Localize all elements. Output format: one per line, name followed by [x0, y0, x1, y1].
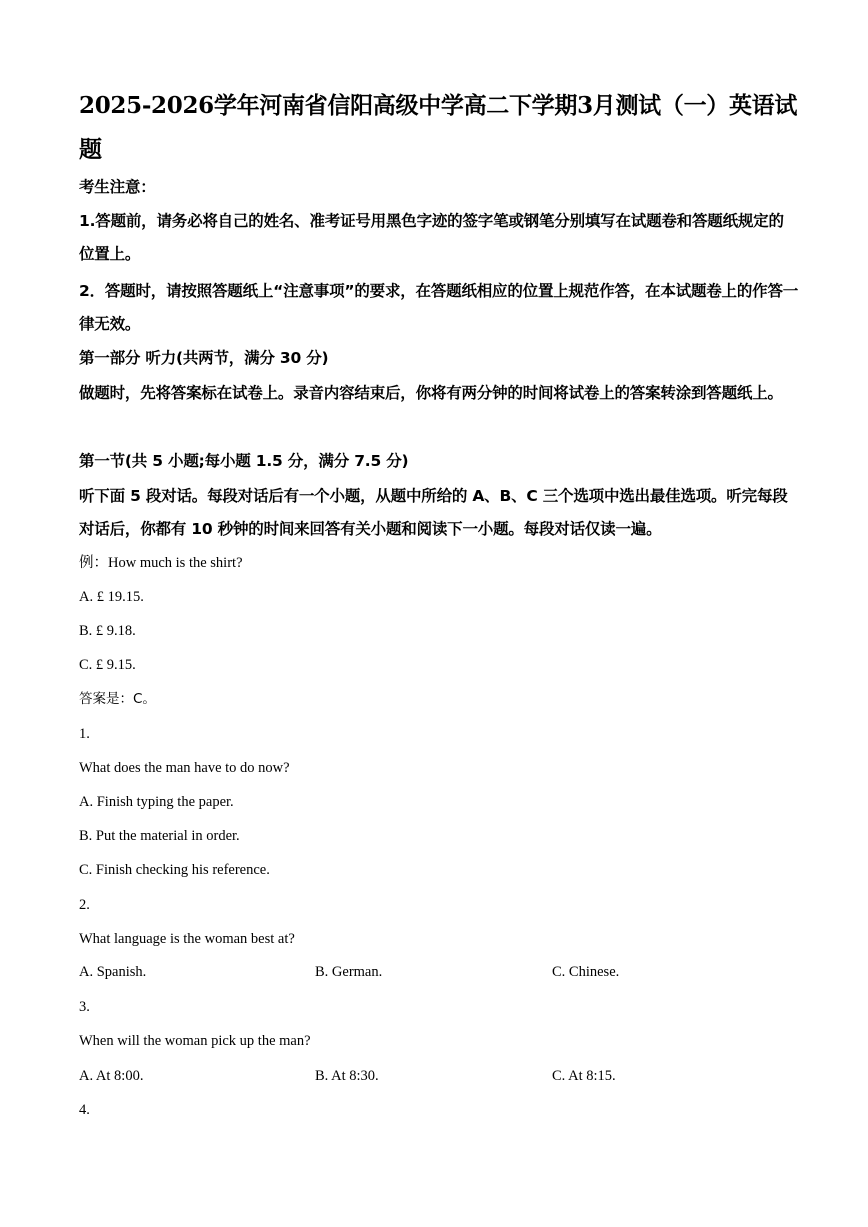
question-3-option-c: C. At 8:15.	[552, 1068, 616, 1084]
question-1-stem: What does the man have to do now?	[79, 760, 290, 776]
question-1-option-a: A. Finish typing the paper.	[79, 794, 234, 810]
question-2-number: 2.	[79, 897, 90, 913]
section1-heading: 第一节(共 5 小题;每小题 1.5 分，满分 7.5 分)	[79, 452, 409, 470]
question-2-stem: What language is the woman best at?	[79, 931, 295, 947]
part1-heading: 第一部分 听力(共两节，满分 30 分)	[79, 349, 329, 367]
example-answer: 答案是：C。	[79, 691, 156, 707]
question-3-stem: When will the woman pick up the man?	[79, 1033, 311, 1049]
example-option-b: B. £ 9.18.	[79, 623, 136, 639]
notice-heading: 考生注意：	[79, 178, 156, 196]
notice-item-2: 2．答题时，请按照答题纸上“注意事项”的要求，在答题纸相应的位置上规范作答，在本试题卷上的作答一律无效。	[79, 282, 799, 333]
page-title: 2025-2026学年河南省信阳高级中学高二下学期3月测试（一）英语试题	[79, 92, 798, 163]
notice-item-1: 1.答题前，请务必将自己的姓名、准考证号用黑色字迹的签字笔或钢笔分别填写在试题卷和答题纸规定的位置上。	[79, 212, 784, 263]
example-option-c: C. £ 9.15.	[79, 657, 136, 673]
section1-instruction: 听下面 5 段对话。每段对话后有一个小题，从题中所给的 A、B、C 三个选项中选出最佳选项。听完每段对话后，你都有 10 秒钟的时间来回答有关小题和阅读下一小题。每段对话仅读一遍。	[79, 487, 788, 538]
question-3-option-a: A. At 8:00.	[79, 1068, 144, 1084]
question-2-options	[79, 962, 799, 982]
question-1-option-b: B. Put the material in order.	[79, 828, 240, 844]
example-option-a: A. £ 19.15.	[79, 589, 144, 605]
question-3-option-b: B. At 8:30.	[315, 1068, 379, 1084]
question-1-number: 1.	[79, 726, 90, 742]
question-1-option-c: C. Finish checking his reference.	[79, 862, 270, 878]
question-2-option-b: B. German.	[315, 964, 383, 980]
part1-instruction: 做题时，先将答案标在试卷上。录音内容结束后，你将有两分钟的时间将试卷上的答案转涂到答题纸上。	[79, 384, 783, 402]
question-3-options	[79, 1066, 799, 1086]
question-2-option-c: C. Chinese.	[552, 964, 620, 980]
question-4-number: 4.	[79, 1102, 90, 1118]
question-2-option-a: A. Spanish.	[79, 964, 147, 980]
example-question: 例：How much is the shirt?	[79, 555, 243, 571]
question-3-number: 3.	[79, 999, 90, 1015]
